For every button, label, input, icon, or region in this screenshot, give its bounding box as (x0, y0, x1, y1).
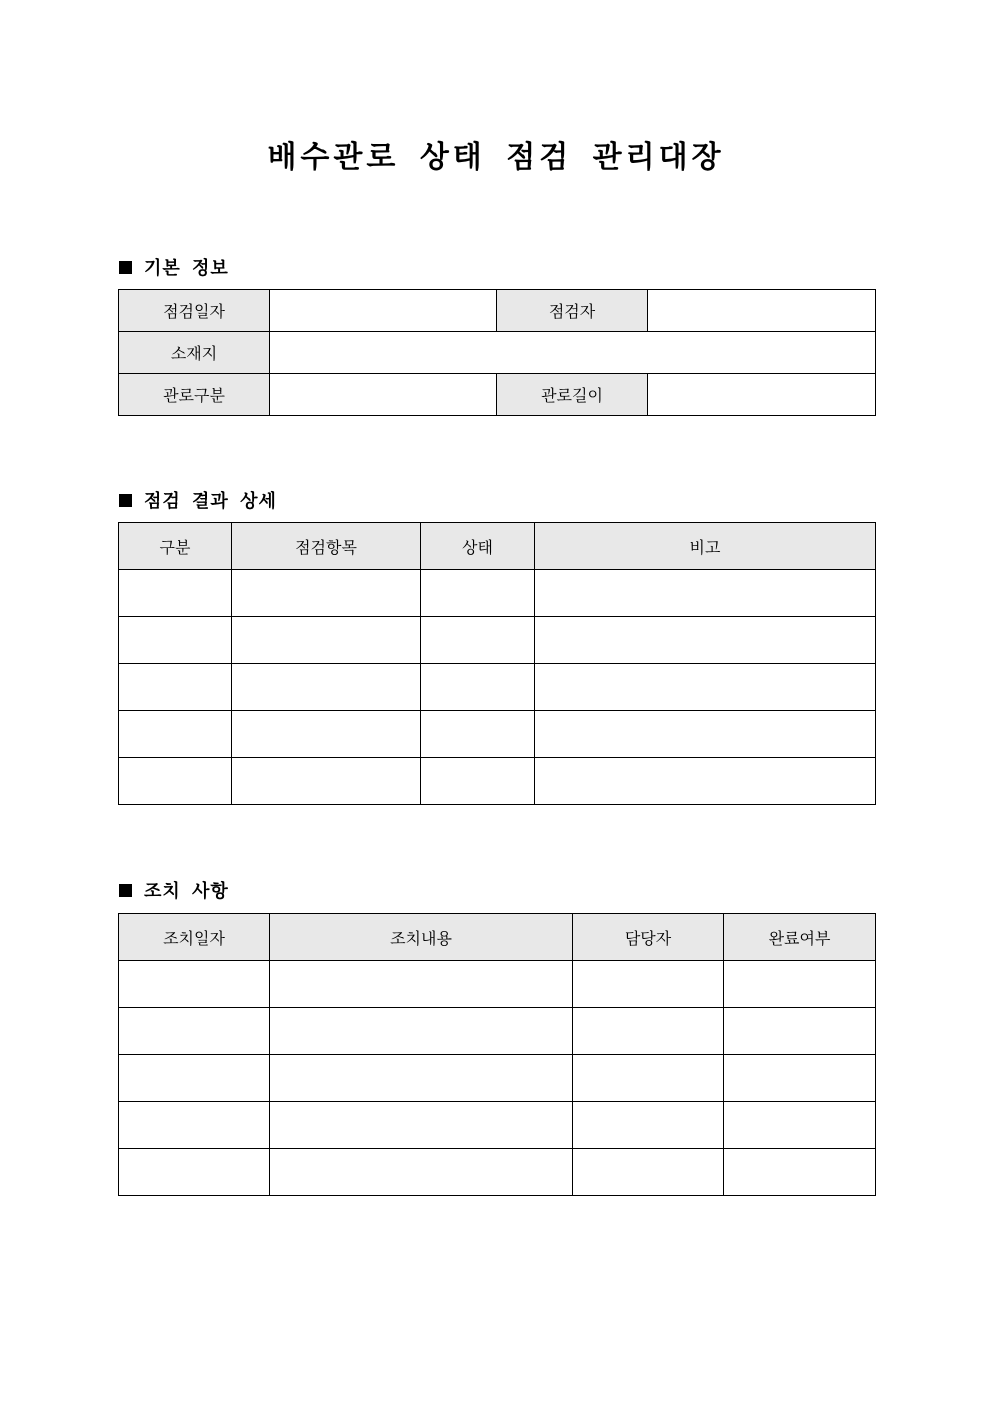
table-row (119, 711, 876, 758)
table-cell[interactable] (724, 1102, 876, 1149)
inspector-label: 점검자 (497, 290, 648, 332)
table-cell[interactable] (421, 711, 535, 758)
table-cell[interactable] (232, 711, 421, 758)
table-cell[interactable] (119, 1008, 270, 1055)
table-cell[interactable] (232, 570, 421, 617)
section-heading-detail (119, 487, 277, 513)
section-heading-label: 기본 정보 (144, 258, 229, 279)
table-cell[interactable] (270, 1149, 573, 1196)
table-cell[interactable] (724, 1149, 876, 1196)
table-row (119, 290, 876, 332)
table-row (119, 758, 876, 805)
table-cell[interactable] (270, 1102, 573, 1149)
table-cell[interactable] (724, 1055, 876, 1102)
table-header-row (119, 523, 876, 570)
table-row (119, 332, 876, 374)
inspection-date-label: 점검일자 (119, 290, 270, 332)
section-heading-basic (119, 254, 229, 280)
table-cell[interactable] (535, 617, 876, 664)
table-cell[interactable] (535, 711, 876, 758)
page-title: 배수관로 상태 점검 관리대장 (267, 140, 725, 175)
table-cell[interactable] (119, 758, 232, 805)
pipe-type-field[interactable] (270, 374, 497, 416)
table-cell[interactable] (119, 570, 232, 617)
table-cell[interactable] (421, 570, 535, 617)
column-header: 구분 (119, 523, 232, 570)
table-cell[interactable] (724, 961, 876, 1008)
table-row (119, 1102, 876, 1149)
table-row (119, 664, 876, 711)
column-header: 조치일자 (119, 914, 270, 961)
table-row (119, 1008, 876, 1055)
table-cell[interactable] (535, 664, 876, 711)
table-cell[interactable] (270, 1008, 573, 1055)
table-cell[interactable] (421, 758, 535, 805)
table-row (119, 961, 876, 1008)
table-row (119, 1149, 876, 1196)
table-row (119, 617, 876, 664)
table-cell[interactable] (119, 961, 270, 1008)
square-bullet-icon (119, 884, 132, 897)
table-cell[interactable] (119, 1102, 270, 1149)
column-header: 점검항목 (232, 523, 421, 570)
section-heading-action (119, 877, 229, 903)
table-cell[interactable] (421, 617, 535, 664)
table-cell[interactable] (573, 961, 724, 1008)
table-cell[interactable] (119, 1149, 270, 1196)
action-table (118, 913, 876, 1196)
table-cell[interactable] (119, 664, 232, 711)
column-header: 완료여부 (724, 914, 876, 961)
table-cell[interactable] (119, 711, 232, 758)
table-cell[interactable] (573, 1008, 724, 1055)
pipe-type-label: 관로구분 (119, 374, 270, 416)
table-cell[interactable] (573, 1102, 724, 1149)
section-heading-label: 점검 결과 상세 (144, 491, 277, 512)
column-header: 비고 (535, 523, 876, 570)
table-cell[interactable] (724, 1008, 876, 1055)
table-cell[interactable] (232, 664, 421, 711)
square-bullet-icon (119, 261, 132, 274)
inspection-date-field[interactable] (270, 290, 497, 332)
pipe-length-field[interactable] (648, 374, 876, 416)
location-field[interactable] (270, 332, 876, 374)
location-label: 소재지 (119, 332, 270, 374)
column-header: 조치내용 (270, 914, 573, 961)
inspection-detail-table (118, 522, 876, 805)
column-header: 상태 (421, 523, 535, 570)
table-row (119, 1055, 876, 1102)
basic-info-table (118, 289, 876, 416)
table-cell[interactable] (573, 1055, 724, 1102)
inspector-field[interactable] (648, 290, 876, 332)
table-cell[interactable] (119, 1055, 270, 1102)
table-cell[interactable] (421, 664, 535, 711)
table-cell[interactable] (232, 758, 421, 805)
table-cell[interactable] (270, 1055, 573, 1102)
table-cell[interactable] (535, 570, 876, 617)
section-heading-label: 조치 사항 (144, 881, 229, 902)
table-cell[interactable] (232, 617, 421, 664)
table-cell[interactable] (119, 617, 232, 664)
column-header: 담당자 (573, 914, 724, 961)
pipe-length-label: 관로길이 (497, 374, 648, 416)
table-cell[interactable] (573, 1149, 724, 1196)
table-row (119, 570, 876, 617)
table-row (119, 374, 876, 416)
square-bullet-icon (119, 494, 132, 507)
table-cell[interactable] (270, 961, 573, 1008)
table-cell[interactable] (535, 758, 876, 805)
table-header-row (119, 914, 876, 961)
